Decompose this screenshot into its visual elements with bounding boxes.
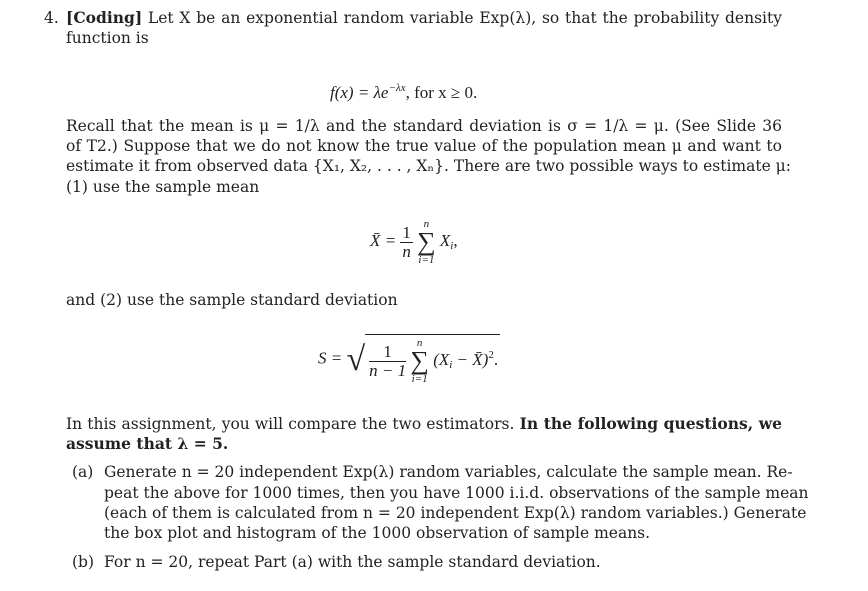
- sd-fraction: [369, 343, 406, 380]
- mean-sum: [417, 218, 436, 266]
- sd-lhs: S =: [318, 348, 343, 368]
- mean-tail: ,: [453, 230, 458, 250]
- sd-term-rest: − X̄): [452, 349, 489, 369]
- sample-mean-equation: [370, 218, 458, 266]
- mean-sum-symbol: ∑: [417, 227, 436, 256]
- sqrt-content: [365, 334, 500, 385]
- mean-frac-den: n: [402, 241, 411, 261]
- coding-tag: [Coding]: [66, 8, 143, 27]
- mean-term: X: [439, 230, 451, 250]
- recall-line-2: of T2.) Suppose that we do not know the true value of the population mean μ and want to: [66, 137, 782, 155]
- sd-sum-upper: n: [416, 337, 423, 349]
- assignment-plain: In this assignment, you will compare the two estimators.: [66, 415, 515, 433]
- assignment-bold-1: In the following questions, we: [519, 414, 782, 433]
- problem-intro-line-1: [66, 8, 782, 28]
- sd-frac-den: n − 1: [369, 360, 407, 380]
- and-text: and (2) use the sample standard deviation: [66, 291, 398, 309]
- sd-term-sub: i: [449, 358, 453, 371]
- mean-fraction: [400, 224, 413, 261]
- mean-sum-upper: n: [423, 218, 430, 230]
- part-a-line-2: peat the above for 1000 times, then you have 1000 i.i.d. observations of the sample mean: [104, 484, 809, 502]
- sd-tail: .: [493, 349, 499, 369]
- problem-intro-line-2: function is: [66, 29, 149, 47]
- mean-frac-num: 1: [402, 222, 411, 242]
- sample-sd-equation: [318, 334, 500, 385]
- part-b-label: (b): [72, 553, 95, 571]
- assignment-line-2: assume that λ = 5.: [66, 434, 229, 453]
- sd-sum-symbol: ∑: [410, 346, 429, 375]
- assignment-line-1: [66, 414, 782, 434]
- sd-sum: [410, 337, 429, 385]
- part-b-line-1: For n = 20, repeat Part (a) with the sample standard deviation.: [104, 553, 601, 571]
- intro-text-1: Let X be an exponential random variable Exp(λ), so that the probability density: [147, 9, 782, 27]
- sd-frac-num: 1: [369, 343, 406, 362]
- pdf-rhs: , for x ≥ 0.: [405, 83, 478, 102]
- part-a-line-3: (each of them is calculated from n = 20 independent Exp(λ) random variables.) Generate: [104, 504, 807, 522]
- pdf-equation: [330, 78, 477, 103]
- recall-line-1: Recall that the mean is μ = 1/λ and the standard deviation is σ = 1/λ = μ. (See Slide 36: [66, 117, 782, 135]
- mean-lhs: X̄ =: [370, 230, 397, 250]
- pdf-exponent: −λx: [388, 82, 406, 94]
- problem-number: 4.: [44, 9, 59, 27]
- part-a-line-1: Generate n = 20 independent Exp(λ) random variables, calculate the sample mean. Re-: [104, 463, 793, 481]
- sd-sum-lower: i=1: [411, 373, 428, 385]
- mean-term-sub: i: [450, 239, 454, 252]
- part-a-label: (a): [72, 463, 94, 481]
- sd-term: (X: [433, 349, 450, 369]
- part-a-line-4: the box plot and histogram of the 1000 observation of sample means.: [104, 524, 651, 542]
- mean-sum-lower: i=1: [418, 254, 435, 266]
- pdf-lhs: f(x) = λe: [330, 83, 389, 102]
- sd-power: 2: [488, 348, 494, 361]
- sqrt-symbol: √: [346, 340, 366, 378]
- recall-line-3: estimate it from observed data {X₁, X₂, . . . , Xₙ}. There are two possible ways to estimate μ:: [66, 157, 791, 175]
- recall-line-4: (1) use the sample mean: [66, 178, 260, 196]
